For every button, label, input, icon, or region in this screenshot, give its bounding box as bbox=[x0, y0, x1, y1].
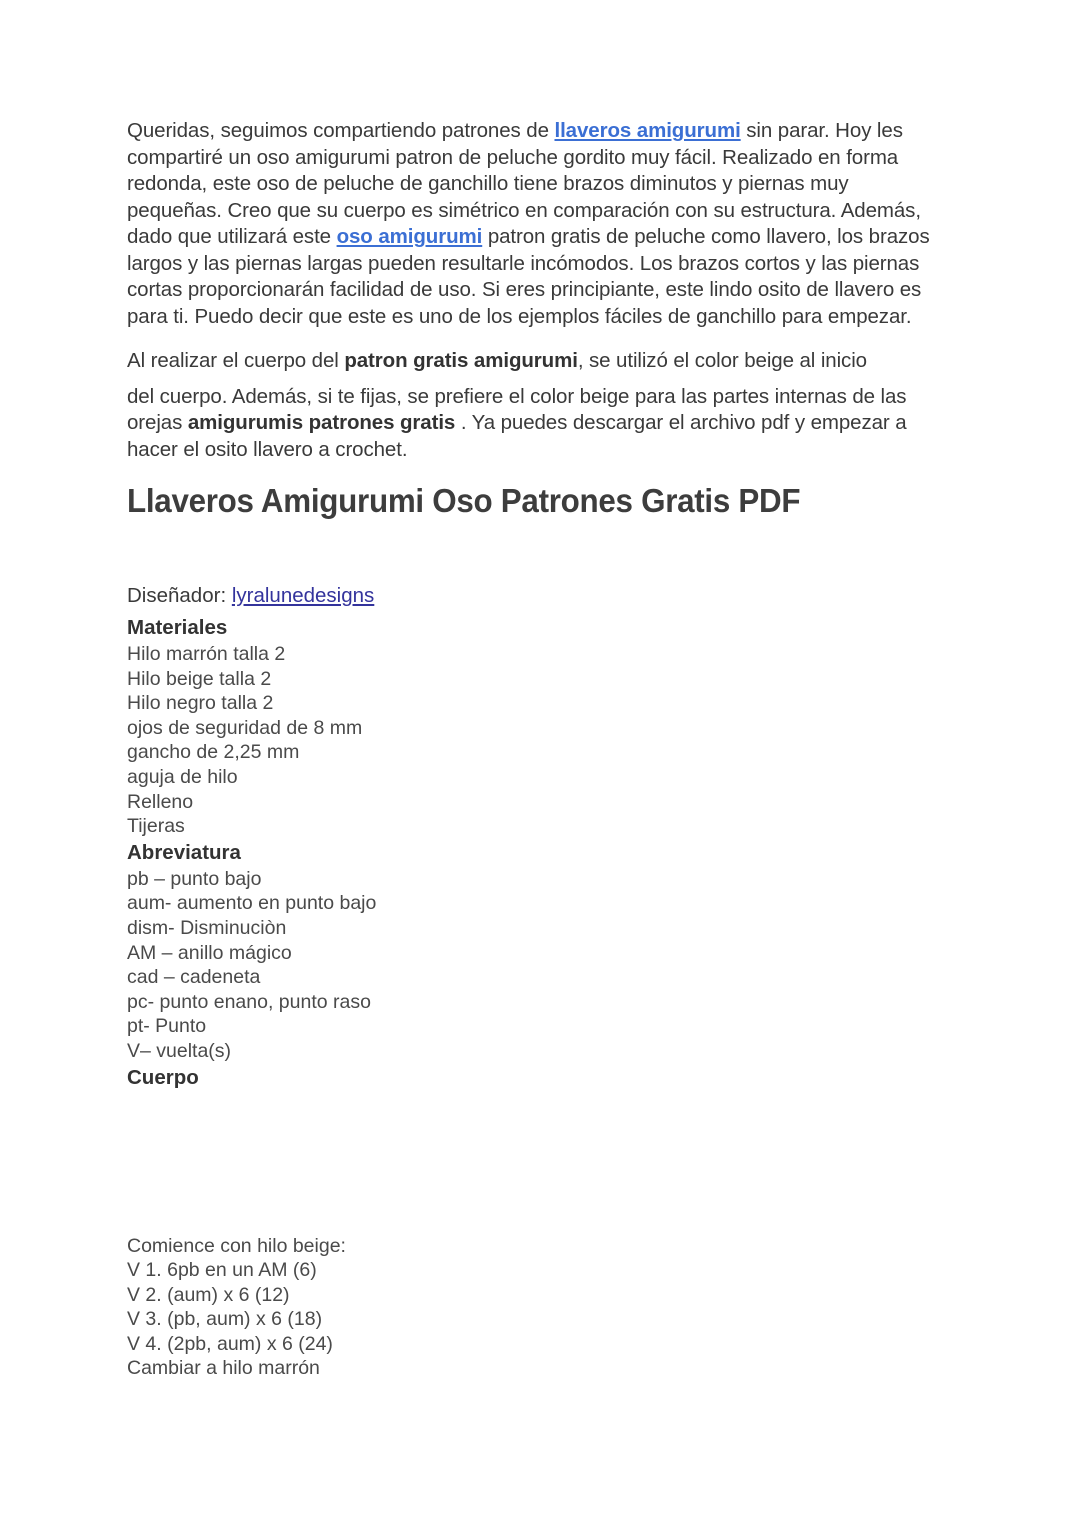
document-content bbox=[127, 118, 939, 1381]
link-oso-amigurumi[interactable]: oso amigurumi bbox=[336, 225, 483, 248]
materials-list bbox=[127, 642, 939, 839]
list-item: Tijeras bbox=[127, 815, 185, 838]
second-text-segment-1: Al realizar el cuerpo del bbox=[127, 349, 345, 372]
list-item: V– vuelta(s) bbox=[127, 1039, 232, 1062]
link-llaveros-amigurumi[interactable]: llaveros amigurumi bbox=[554, 119, 741, 142]
section-heading-materiales: Materiales bbox=[127, 616, 228, 639]
designer-link[interactable]: lyralunedesigns bbox=[231, 584, 375, 607]
list-item: pb – punto bajo bbox=[127, 867, 262, 890]
section-heading-cuerpo: Cuerpo bbox=[127, 1065, 199, 1089]
intro-paragraph bbox=[127, 118, 939, 330]
body-image-placeholder bbox=[127, 1092, 939, 1234]
list-item: aguja de hilo bbox=[127, 765, 238, 788]
section-heading-abreviatura: Abreviatura bbox=[127, 840, 241, 864]
list-item: Hilo negro talla 2 bbox=[127, 692, 274, 715]
list-item: pt- Punto bbox=[127, 1015, 207, 1038]
intro-text-segment-2: sin parar. Hoy les compartiré un oso amigurumi patron de peluche gordito muy fácil. Realizado en forma redonda, este oso de peluche de ganchillo tiene brazos diminutos y piernas muy pequeñas. Creo que su cuerpo es simétrico en comparación con su estructura. Además, dado que utilizará este bbox=[127, 119, 921, 248]
page-title: Llaveros Amigurumi Oso Patrones Gratis PDF bbox=[127, 482, 801, 519]
bold-patron-gratis-amigurumi: patron gratis amigurumi bbox=[344, 349, 578, 372]
list-item: gancho de 2,25 mm bbox=[127, 741, 300, 764]
list-item: dism- Disminuciòn bbox=[127, 916, 287, 939]
list-item: aum- aumento en punto bajo bbox=[127, 892, 377, 915]
list-item: V 3. (pb, aum) x 6 (18) bbox=[127, 1308, 323, 1331]
list-item: V 4. (2pb, aum) x 6 (24) bbox=[127, 1332, 333, 1355]
designer-line bbox=[127, 582, 939, 610]
bold-amigurumis-patrones-gratis: amigurumis patrones gratis bbox=[187, 411, 456, 434]
list-item: cad – cadeneta bbox=[127, 966, 261, 989]
list-item: Hilo beige talla 2 bbox=[127, 667, 272, 690]
second-paragraph bbox=[127, 348, 939, 463]
list-item: Hilo marrón talla 2 bbox=[127, 643, 286, 665]
body-pattern-rows bbox=[127, 1234, 939, 1382]
abbreviations-list bbox=[127, 867, 939, 1064]
second-paragraph-lead-line bbox=[127, 348, 939, 375]
list-item: Comience con hilo beige: bbox=[127, 1234, 346, 1257]
list-item: Cambiar a hilo marrón bbox=[127, 1357, 320, 1380]
list-item: AM – anillo mágico bbox=[127, 941, 292, 964]
intro-text-segment-3: patron gratis de peluche como llavero, los brazos largos y las piernas largas pueden resultarle incómodos. Los brazos cortos y las piernas cortas proporcionarán facilidad de uso. Si eres principiante, este lindo osito de llavero es para ti. Puedo decir que este es uno de los ejemplos fáciles de ganchillo para empezar. bbox=[127, 225, 930, 328]
list-item: V 2. (aum) x 6 (12) bbox=[127, 1283, 290, 1306]
list-item: Relleno bbox=[127, 790, 194, 813]
second-text-segment-4: . Ya puedes descargar el archivo pdf y empezar a hacer el osito llavero a crochet. bbox=[127, 411, 907, 461]
heading-spacer bbox=[127, 521, 939, 582]
intro-text-segment-1: Queridas, seguimos compartiendo patrones de bbox=[127, 119, 555, 142]
list-item: pc- punto enano, punto raso bbox=[127, 990, 371, 1013]
designer-label: Diseñador: bbox=[127, 584, 227, 607]
second-text-segment-3: del cuerpo. Además, si te fijas, se prefiere el color beige para las partes internas de las orejas bbox=[127, 384, 907, 434]
list-item: ojos de seguridad de 8 mm bbox=[127, 716, 363, 739]
list-item: V 1. 6pb en un AM (6) bbox=[127, 1259, 317, 1282]
second-text-segment-2: , se utilizó el color beige al inicio bbox=[577, 349, 867, 372]
